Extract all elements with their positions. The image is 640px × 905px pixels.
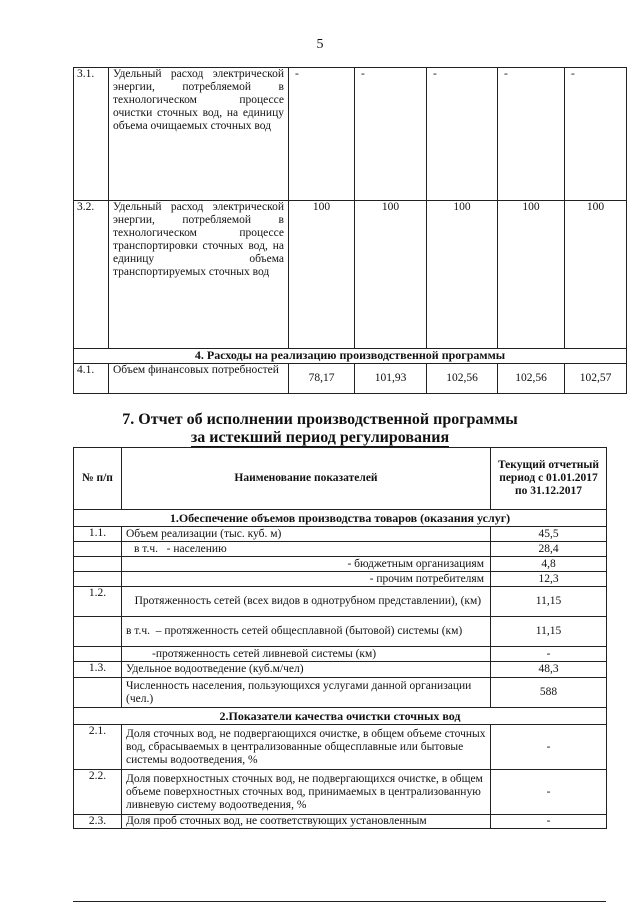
- value-cell: 100: [355, 201, 427, 349]
- row-number: 4.1.: [74, 364, 109, 394]
- row-number: 3.2.: [74, 201, 109, 349]
- section-7-subtitle-text: за истекший период регулирования: [190, 429, 450, 446]
- row-number: 3.1.: [74, 68, 109, 201]
- value-cell: -: [498, 68, 565, 201]
- section-4-title: 4. Расходы на реализацию производственной программы: [74, 349, 627, 364]
- row-number: [74, 572, 122, 587]
- indicator-value: 28,4: [491, 542, 607, 557]
- indicator-value: 588: [491, 678, 607, 708]
- indicator-value: 45,5: [491, 527, 607, 542]
- indicator-value: -: [491, 815, 607, 829]
- value-cell: -: [427, 68, 498, 201]
- indicator-name: - прочим потребителям: [122, 572, 491, 587]
- indicator-name: - бюджетным организациям: [122, 557, 491, 572]
- row-number: [74, 647, 122, 662]
- indicator-name: Протяженность сетей (всех видов в однотрубном представлении), (км): [122, 587, 491, 617]
- table-row: [74, 678, 607, 708]
- value-cell: 100: [565, 201, 627, 349]
- section-7-title: 7. Отчет об исполнении производственной программы: [122, 411, 518, 428]
- table-row: [74, 557, 607, 572]
- row-number: 2.3.: [74, 815, 122, 829]
- table-row: [74, 572, 607, 587]
- indicator-value: 12,3: [491, 572, 607, 587]
- section-1-title: 1.Обеспечение объемов производства товаров (оказания услуг): [74, 510, 607, 527]
- row-number: [74, 542, 122, 557]
- value-cell: 102,57: [565, 364, 627, 394]
- indicator-name: в т.ч. - населению: [122, 542, 491, 557]
- value-cell: 102,56: [427, 364, 498, 394]
- row-number: 1.2.: [74, 587, 122, 617]
- value-cell: -: [565, 68, 627, 201]
- table-row: [74, 364, 627, 394]
- table-row: [74, 725, 607, 770]
- section-row: [74, 349, 627, 364]
- indicator-name: -протяженность сетей ливневой системы (км): [122, 647, 491, 662]
- value-cell: 100: [498, 201, 565, 349]
- table-row: [74, 201, 627, 349]
- value-cell: -: [355, 68, 427, 201]
- indicator-name: Удельный расход электрической энергии, потребляемой в технологическом процессе транспортировки сточных вод, на единицу объема транспортируемых сточных вод: [109, 201, 289, 349]
- page-number: 5: [316, 37, 324, 52]
- row-number: 1.1.: [74, 527, 122, 542]
- value-cell: 100: [289, 201, 355, 349]
- indicator-name: Удельное водоотведение (куб.м/чел): [122, 662, 491, 678]
- value-cell: 78,17: [289, 364, 355, 394]
- row-number: 2.1.: [74, 725, 122, 770]
- table-row: [74, 647, 607, 662]
- top-table: [73, 67, 627, 394]
- table-row: [74, 68, 627, 201]
- row-number: 1.3.: [74, 662, 122, 678]
- indicator-name: Доля поверхностных сточных вод, не подвергающихся очистке, в общем объеме поверхностных сточных вод, принимаемых в централизованную ливневую систему водоотведения, %: [122, 770, 491, 815]
- indicator-value: 48,3: [491, 662, 607, 678]
- indicator-name: Удельный расход электрической энергии, потребляемой в технологическом процессе очистки сточных вод, на единицу объема очищаемых сточных вод: [109, 68, 289, 201]
- indicator-name: Доля проб сточных вод, не соответствующих установленным: [122, 815, 491, 829]
- header-name: Наименование показателей: [122, 448, 491, 510]
- indicator-name: Доля сточных вод, не подвергающихся очистке, в общем объеме сточных вод, сбрасываемых в централизованные общесплавные или бытовые системы водоотведения, %: [122, 725, 491, 770]
- indicator-value: 4,8: [491, 557, 607, 572]
- indicator-value: 11,15: [491, 587, 607, 617]
- section-row: [74, 708, 607, 725]
- header-num: № п/п: [74, 448, 122, 510]
- value-cell: 100: [427, 201, 498, 349]
- table-row: [74, 770, 607, 815]
- indicator-value: -: [491, 647, 607, 662]
- row-number: [74, 617, 122, 647]
- header-row: [74, 448, 607, 510]
- row-number: 2.2.: [74, 770, 122, 815]
- value-cell: 102,56: [498, 364, 565, 394]
- value-cell: 101,93: [355, 364, 427, 394]
- table-row: [74, 542, 607, 557]
- row-number: [74, 557, 122, 572]
- section-7-subtitle: [0, 429, 640, 447]
- indicator-name: Численность населения, пользующихся услугами данной организации (чел.): [122, 678, 491, 708]
- indicator-name: в т.ч. – протяженность сетей общесплавной (бытовой) системы (км): [122, 617, 491, 647]
- row-number: [74, 678, 122, 708]
- indicator-value: 11,15: [491, 617, 607, 647]
- indicator-value: -: [491, 725, 607, 770]
- indicator-name: Объем реализации (тыс. куб. м): [122, 527, 491, 542]
- table-row: [74, 617, 607, 647]
- report-table: [73, 447, 607, 829]
- section-row: [74, 510, 607, 527]
- indicator-name: Объем финансовых потребностей: [109, 364, 289, 394]
- section-2-title: 2.Показатели качества очистки сточных вод: [74, 708, 607, 725]
- indicator-value: -: [491, 770, 607, 815]
- page-bottom-line: [73, 901, 606, 902]
- table-row: [74, 587, 607, 617]
- header-period: Текущий отчетный период с 01.01.2017 по 31.12.2017: [491, 448, 607, 510]
- value-cell: -: [289, 68, 355, 201]
- table-row: [74, 815, 607, 829]
- table-row: [74, 662, 607, 678]
- table-row: [74, 527, 607, 542]
